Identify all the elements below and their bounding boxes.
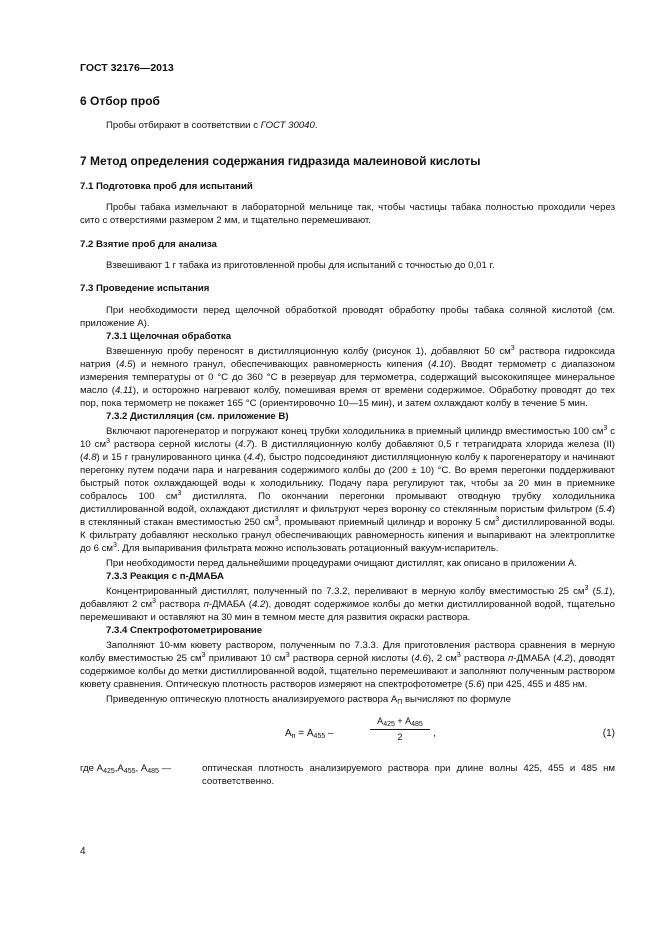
formula-legend <box>80 762 615 788</box>
document-body <box>80 94 615 788</box>
formula-legend-symbols: где $А_{425},А_{455}$, $А_{485}$ — <box>80 763 172 775</box>
subsection-7-3-1-title: 7.3.1 Щелочная обработка <box>106 331 232 342</box>
subsection-7-3-intro: При необходимости перед щелочной обработкой проводят обработку пробы табака соляной кислотой (см. приложение А). <box>80 305 615 329</box>
subsection-7-1-title: 7.1 Подготовка проб для испытаний <box>80 181 253 192</box>
subsection-7-2-text: Взвешивают 1 г табака из приготовленной пробы для испытаний с точностью до 0,01 г. <box>106 260 495 271</box>
formula-tail: , <box>433 728 436 739</box>
subsection-7-3-2-text: Включают парогенератор и погружают конец трубки холодильника в приемный цилиндр вместимостью 100 $см^3$ с 10 $см^3$ раствора серной кислоты (4.7). В дистилляционную колбу добавляют 0,5 г тетрагидрата хлорида железа (II) (4.8) и 15 г гранулированного цинка (4.4), быстро подсоединяют дистилляционную колбу к парогенератору и начинают перегонку путем подачи пара и нагревания содержимого колбы до (200 ± 10) °С. Во время перегонки поддерживают быстрый поток охлаждающей воды к холодильнику. Подачу пара регулируют так, чтобы за 20 мин в приемнике собралось 100 $см^3$ дистиллята. По окончании перегонки промывают отводную трубку холодильника дистиллированной водой, охлаждают дистиллят и фильтруют через воронку со стеклянным пористым фильтром (5.4) в стеклянный стакан вместимостью 250 $см^3$, промывают приемный цилиндр и воронку 5 $см^3$ дистиллированной воды. К фильтрату добавляют несколько гранул обеспечивающих равномерность кипения и выпаривают на электроплитке до 6 $см^3$. Для выпаривания фильтрата можно использовать ротационный вакуум-испаритель. <box>80 425 616 554</box>
formula-legend-description: оптическая плотность анализируемого раствора при длине волны 425, 455 и 485 нм соответственно. <box>202 763 615 787</box>
subsection-7-3-2-note: При необходимости перед дальнейшими процедурами очищают дистиллят, как описано в приложении А. <box>106 558 578 569</box>
formula-intro: Приведенную оптическую плотность анализируемого раствора $А_П$ вычисляют по формуле <box>106 694 511 706</box>
subsection-7-3-title: 7.3 Проведение испытания <box>80 283 210 294</box>
subsection-7-3-3-text: Концентрированный дистиллят, полученный по 7.3.2, переливают в мерную колбу вместимостью 25 $см^3$ (5.1), добавляют 2 $см^3$ раствора п-ДМАБА (4.2), доводят содержимое колбы до метки дистиллированной водой, тщательно перемешивают и оставляют на 30 мин в темном месте для развития окраски раствора. <box>80 585 615 623</box>
document-header: ГОСТ 32176—2013 <box>80 62 174 74</box>
formula-number: (1) <box>602 728 615 739</box>
formula-numerator: $А_{425} + А_{485}$ <box>370 715 430 730</box>
subsection-7-3-4-title: 7.3.4 Спектрофотометрирование <box>106 625 263 636</box>
section-7-title: 7 Метод определения содержания гидразида малеиновой кислоты <box>80 154 481 168</box>
section-6-title: 6 Отбор проб <box>80 94 160 108</box>
subsection-7-3-4-text: Заполняют 10-мм кювету раствором, полученным по 7.3.3. Для приготовления раствора сравнения в мерную колбу вместимостью 25 $см^3$ приливают 10 $см^3$ раствора серной кислоты (4.6), 2 $см^3$ раствора п-ДМАБА (4.2), доводят содержимое колбы до метки дистиллированной водой, тщательно перемешивают и заполняют полученным раствором кювету сравнения. Оптическую плотность растворов измеряют на спектрофотометре (5.6) при 425, 455 и 485 нм. <box>80 640 615 690</box>
subsection-7-3-2-title: 7.3.2 Дистилляция (см. приложение В) <box>106 411 289 422</box>
subsection-7-1-text: Пробы табака измельчают в лабораторной мельнице так, чтобы частицы табака полностью проходили через сито с отверстиями размером 2 мм, и тщательно перемешивают. <box>80 202 615 226</box>
formula-fraction <box>370 715 430 744</box>
formula-lhs: $А_п = А_{455}$ – <box>285 728 334 740</box>
subsection-7-2-title: 7.2 Взятие проб для анализа <box>80 239 217 250</box>
subsection-7-3-3-title: 7.3.3 Реакция с п-ДМАБА <box>106 571 224 582</box>
subsection-7-3-1-text: Взвешенную пробу переносят в дистилляционную колбу (рисунок 1), добавляют 50 $см^3$ раствора гидроксида натрия (4.5) и немного гранул, обеспечивающих равномерность кипения (4.10). Вводят термометр с диапазоном измерения температуры от 0 °С до 360 °С в резервуар для термометра, содержащий высококипящее минеральное масло (4.11), и осторожно нагревают колбу, помешивая время от времени содержимое. Обработку проводят до тех пор, пока термометр не покажет 165 °С (ориентировочно 10—15 мин), и затем охлаждают колбу в течение 5 мин. <box>80 345 616 409</box>
section-6-text: Пробы отбирают в соответствии с ГОСТ 30040. <box>106 120 318 131</box>
page-number: 4 <box>80 846 86 857</box>
formula-1 <box>80 712 615 760</box>
formula-denominator: 2 <box>397 732 403 742</box>
